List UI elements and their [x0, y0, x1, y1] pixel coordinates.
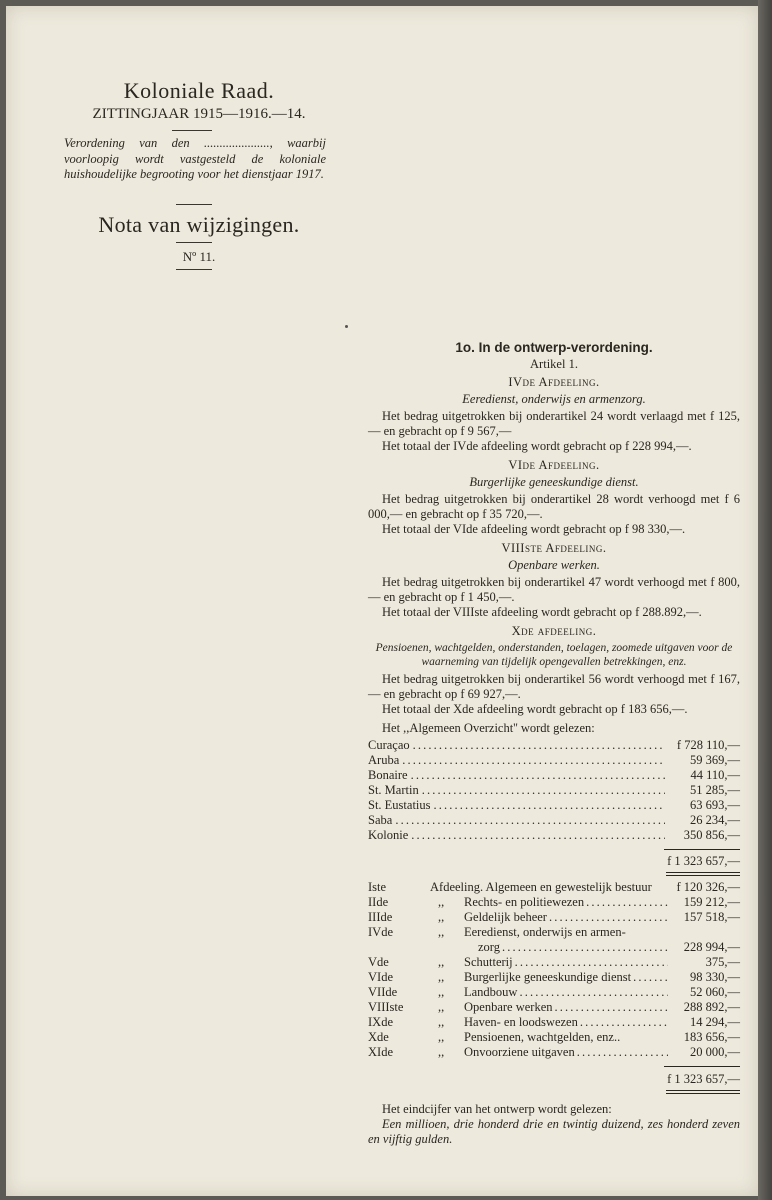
double-rule: [666, 1090, 740, 1094]
afdeeling-heading: Xde afdeeling.: [511, 624, 597, 638]
row-value: f 728 110,—: [676, 738, 740, 752]
row-value: 26 234,—: [690, 813, 740, 827]
afd-value: 157 518,—: [683, 910, 740, 924]
block-vide: [368, 458, 740, 537]
afd-description: Geldelijk beheer: [464, 910, 547, 924]
content-column: [368, 340, 740, 1147]
total-paragraph: Het totaal der VIde afdeeling wordt gebracht op f 98 330,—.: [382, 522, 686, 536]
table-row: [368, 1045, 740, 1060]
afd-number: XIde: [368, 1045, 393, 1059]
ditto-mark: ,,: [438, 910, 445, 924]
sum-line: [664, 849, 740, 850]
afd-number: IIde: [368, 895, 389, 909]
divider: [176, 242, 212, 243]
table-row: [368, 1030, 740, 1045]
table-row: [368, 895, 740, 910]
leader-dots: [434, 798, 665, 813]
afd-value: 228 994,—: [683, 940, 740, 954]
leader-dots: [395, 813, 665, 828]
afdeeling-heading: IVde Afdeeling.: [508, 375, 600, 389]
block-xde: [368, 624, 740, 717]
section-heading: 1o. In de ontwerp-verordening.: [455, 340, 653, 355]
ditto-mark: ,,: [438, 1030, 445, 1044]
block-viiiste: [368, 541, 740, 620]
amendment-paragraph: Het bedrag uitgetrokken bij onderartikel 47 wordt verhoogd met f 800,— en gebracht op f 1 450,—.: [368, 575, 740, 604]
table-row: [368, 828, 740, 843]
afd-description: [430, 880, 652, 895]
leader-dots: [549, 910, 668, 925]
afd-number: Xde: [368, 1030, 389, 1044]
table-row: [368, 1015, 740, 1030]
total-paragraph: Het totaal der Xde afdeeling wordt gebracht op f 183 656,—.: [382, 702, 688, 716]
table-row: [368, 985, 740, 1000]
afd-description: Onvoorziene uitgaven: [464, 1045, 575, 1059]
afd-value: 20 000,—: [690, 1045, 740, 1059]
table-row: [368, 813, 740, 828]
table-row: [368, 970, 740, 985]
afdeeling-subtitle: Openbare werken.: [508, 558, 600, 572]
leader-dots: [580, 1015, 668, 1030]
afd-number: VIIIste: [368, 1000, 404, 1014]
ditto-mark: ,,: [438, 955, 445, 969]
afd-label: Afdeeling.: [430, 880, 484, 894]
ditto-mark: ,,: [438, 1000, 445, 1014]
article-heading: Artikel 1.: [530, 357, 578, 371]
document-number: Nº 11.: [182, 249, 216, 264]
afd-description: Schutterij: [464, 955, 513, 969]
afd-number: VIde: [368, 970, 393, 984]
afdeeling-heading: VIIIste Afdeeling.: [501, 541, 607, 555]
row-name: Kolonie: [368, 828, 409, 842]
table-row: [368, 1000, 740, 1015]
ditto-mark: ,,: [438, 985, 445, 999]
table-row: [368, 798, 740, 813]
document-title: Nota van wijzigingen.: [98, 212, 300, 237]
afd-number: IVde: [368, 925, 393, 939]
row-value: 63 693,—: [690, 798, 740, 812]
afd-number: VIIde: [368, 985, 398, 999]
row-name: Bonaire: [368, 768, 408, 782]
eindcijfer-intro: Het eindcijfer van het ontwerp wordt gelezen:: [382, 1102, 612, 1116]
afdeeling-subtitle: Pensioenen, wachtgelden, onderstanden, toelagen, zoomede uitgaven voor de waarneming van tijdelijk opengevallen betrekkingen, enz.: [375, 642, 733, 668]
divider: [176, 269, 212, 270]
row-value: 350 856,—: [683, 828, 740, 842]
ditto-mark: ,,: [438, 895, 445, 909]
council-title: Koloniale Raad.: [123, 78, 275, 103]
divider: [172, 130, 212, 131]
afd-description: Eeredienst, onderwijs en armen-: [464, 925, 626, 939]
leader-dots: [586, 895, 668, 910]
afd-description: Haven- en loodswezen: [464, 1015, 578, 1029]
row-name: Aruba: [368, 753, 400, 767]
afd-value: f 120 326,—: [676, 880, 740, 894]
row-name: Saba: [368, 813, 393, 827]
afd-number: IIIde: [368, 910, 393, 924]
total-paragraph: Het totaal der IVde afdeeling wordt gebracht op f 228 994,—.: [382, 439, 692, 453]
eindcijfer-text: Een millioen, drie honderd drie en twintig duizend, zes honderd zeven en vijftig gulden.: [368, 1117, 740, 1146]
ditto-mark: ,,: [438, 1015, 445, 1029]
afd-description: Pensioenen, wachtgelden, enz..: [464, 1030, 621, 1044]
row-value: 51 285,—: [690, 783, 740, 797]
amendment-paragraph: Het bedrag uitgetrokken bij onderartikel 28 wordt verhoogd met f 6 000,— en gebracht op f 35 720,—.: [368, 492, 740, 521]
afdeeling-heading: VIde Afdeeling.: [508, 458, 600, 472]
double-rule: [666, 872, 740, 876]
afd-number: Iste: [368, 880, 387, 894]
leader-dots: [519, 985, 668, 1000]
afd-value: 14 294,—: [690, 1015, 740, 1029]
afdeelingen-total: f 1 323 657,—: [667, 1072, 740, 1086]
leader-dots: [577, 1045, 668, 1060]
afd-value: 98 330,—: [690, 970, 740, 984]
amendment-paragraph: Het bedrag uitgetrokken bij onderartikel 56 wordt verhoogd met f 167,— en gebracht op f 69 927,—.: [368, 672, 740, 701]
overzicht-intro: Het ,,Algemeen Overzicht'' wordt gelezen:: [382, 721, 595, 735]
afd-number: Vde: [368, 955, 389, 969]
row-name: St. Martin: [368, 783, 419, 797]
table-row: [368, 783, 740, 798]
afd-value: 375,—: [705, 955, 740, 969]
afd-value: 159 212,—: [683, 895, 740, 909]
leader-dots: [411, 768, 665, 783]
row-value: 44 110,—: [690, 768, 740, 782]
ditto-mark: ,,: [438, 970, 445, 984]
afd-description: Openbare werken: [464, 1000, 553, 1014]
afd-value: 52 060,—: [690, 985, 740, 999]
table-row: [368, 880, 740, 895]
leader-dots: [411, 828, 665, 843]
row-name: St. Eustatius: [368, 798, 431, 812]
leader-dots: [422, 783, 665, 798]
afd-number: IXde: [368, 1015, 393, 1029]
afdeeling-subtitle: Burgerlijke geneeskundige dienst.: [469, 475, 639, 489]
amendment-paragraph: Het bedrag uitgetrokken bij onderartikel 24 wordt verlaagd met f 125,— en gebracht op f 9 567,—: [368, 409, 740, 438]
leader-dots: [555, 1000, 669, 1015]
table-row: [368, 940, 740, 955]
block-ivde: [368, 375, 740, 454]
document-page: [6, 6, 758, 1196]
afd-description: zorg: [478, 940, 500, 954]
table-row: [368, 955, 740, 970]
afd-description: Landbouw: [464, 985, 518, 999]
table-row: [368, 738, 740, 753]
leader-dots: [633, 970, 668, 985]
table-row: [368, 925, 740, 940]
table-row: [368, 753, 740, 768]
leader-dots: [515, 955, 668, 970]
session-year: ZITTINGJAAR 1915—1916.—14.: [92, 106, 306, 122]
table-row: [368, 910, 740, 925]
divider: [176, 204, 212, 205]
table-row: [368, 768, 740, 783]
leader-dots: [402, 753, 665, 768]
row-name: Curaçao: [368, 738, 410, 752]
afd-desc-text: Algemeen en gewestelijk bestuur: [485, 880, 652, 894]
overzicht-table: [368, 738, 740, 876]
sum-line: [664, 1066, 740, 1067]
leader-dots: [502, 940, 668, 955]
afd-description: Burgerlijke geneeskundige dienst: [464, 970, 632, 984]
ditto-mark: ,,: [438, 925, 445, 939]
total-paragraph: Het totaal der VIIIste afdeeling wordt gebracht op f 288.892,—.: [382, 605, 702, 619]
decree-description: Verordening van den ....................., waarbij voorloopig wordt vastgesteld de koloniale huishoudelijke begrooting voor het dienstjaar 1917.: [64, 136, 326, 181]
leader-dots: [413, 738, 665, 753]
afd-value: 288 892,—: [683, 1000, 740, 1014]
ditto-mark: ,,: [438, 1045, 445, 1059]
afd-value: 183 656,—: [683, 1030, 740, 1044]
afdeelingen-table: [368, 880, 740, 1094]
overzicht-total: f 1 323 657,—: [667, 854, 740, 868]
afd-description: Rechts- en politiewezen: [464, 895, 585, 909]
row-value: 59 369,—: [690, 753, 740, 767]
page-edge: [758, 0, 772, 1200]
afdeeling-subtitle: Eeredienst, onderwijs en armenzorg.: [462, 392, 646, 406]
page-speck: [345, 325, 348, 328]
